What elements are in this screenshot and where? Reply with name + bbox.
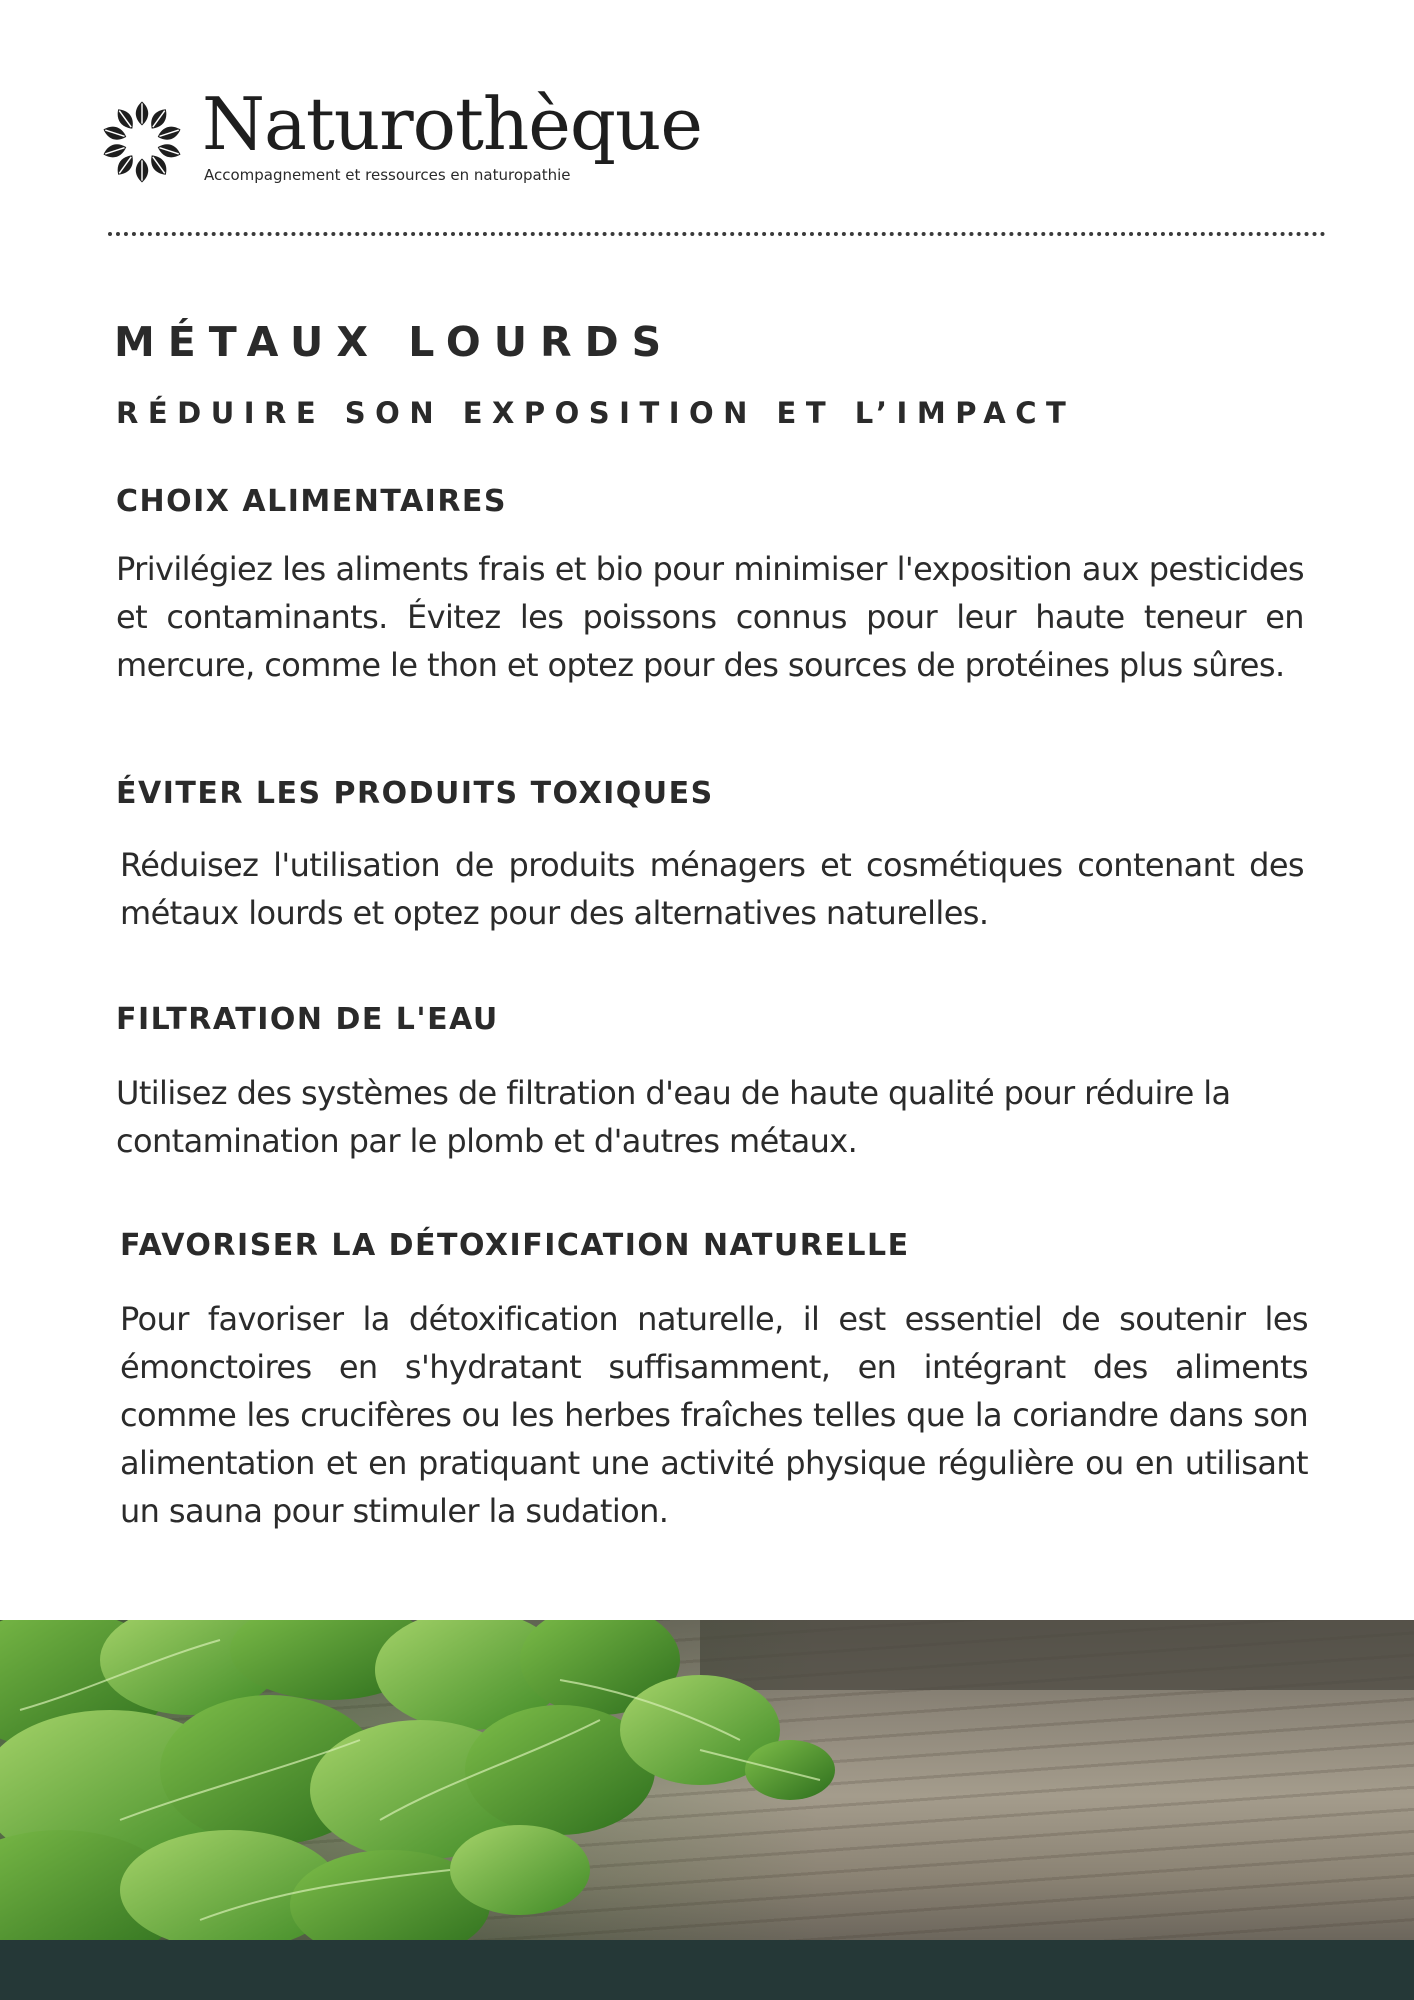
page-title: MÉTAUX LOURDS [114, 318, 675, 366]
section-filtration-eau [116, 1002, 1304, 1165]
section-eviter-produits-toxiques [116, 776, 1304, 937]
brand-logo [96, 82, 796, 196]
footer-bar [0, 1940, 1414, 2000]
section-body: Privilégiez les aliments frais et bio pour minimiser l'exposition aux pesticides et contaminants. Évitez les poissons connus pour leur haute teneur en mercure, comme le thon et optez pour des sources de protéines plus sûres. [116, 550, 1304, 684]
section-heading: CHOIX ALIMENTAIRES [116, 484, 508, 519]
coriander-leaves-illustration [0, 1620, 1414, 1940]
section-heading: FAVORISER LA DÉTOXIFICATION NATURELLE [120, 1228, 910, 1263]
section-body: Réduisez l'utilisation de produits ménagers et cosmétiques contenant des métaux lourds et optez pour des alternatives naturelles. [120, 846, 1304, 932]
fresh-coriander-on-wood-photo [0, 1620, 1414, 1940]
brand-tagline: Accompagnement et ressources en naturopathie [204, 166, 571, 184]
dotted-divider [108, 232, 1326, 236]
section-detoxification-naturelle [120, 1228, 1308, 1535]
section-body: Utilisez des systèmes de filtration d'eau de haute qualité pour réduire la contamination par le plomb et d'autres métaux. [116, 1074, 1231, 1160]
leaf-wreath-icon [96, 96, 188, 188]
section-heading: FILTRATION DE L'EAU [116, 1002, 499, 1037]
section-heading: ÉVITER LES PRODUITS TOXIQUES [116, 776, 714, 811]
brand-name: Naturothèque [202, 82, 702, 166]
section-body: Pour favoriser la détoxification naturelle, il est essentiel de soutenir les émonctoires en s'hydratant suffisamment, en intégrant des aliments comme les crucifères ou les herbes fraîches telles que la coriandre dans son alimentation et en pratiquant une activité physique régulière ou en utilisant un sauna pour stimuler la sudation. [120, 1300, 1308, 1530]
section-choix-alimentaires [116, 484, 1304, 689]
page-subtitle: RÉDUIRE SON EXPOSITION ET L’IMPACT [116, 396, 1076, 430]
